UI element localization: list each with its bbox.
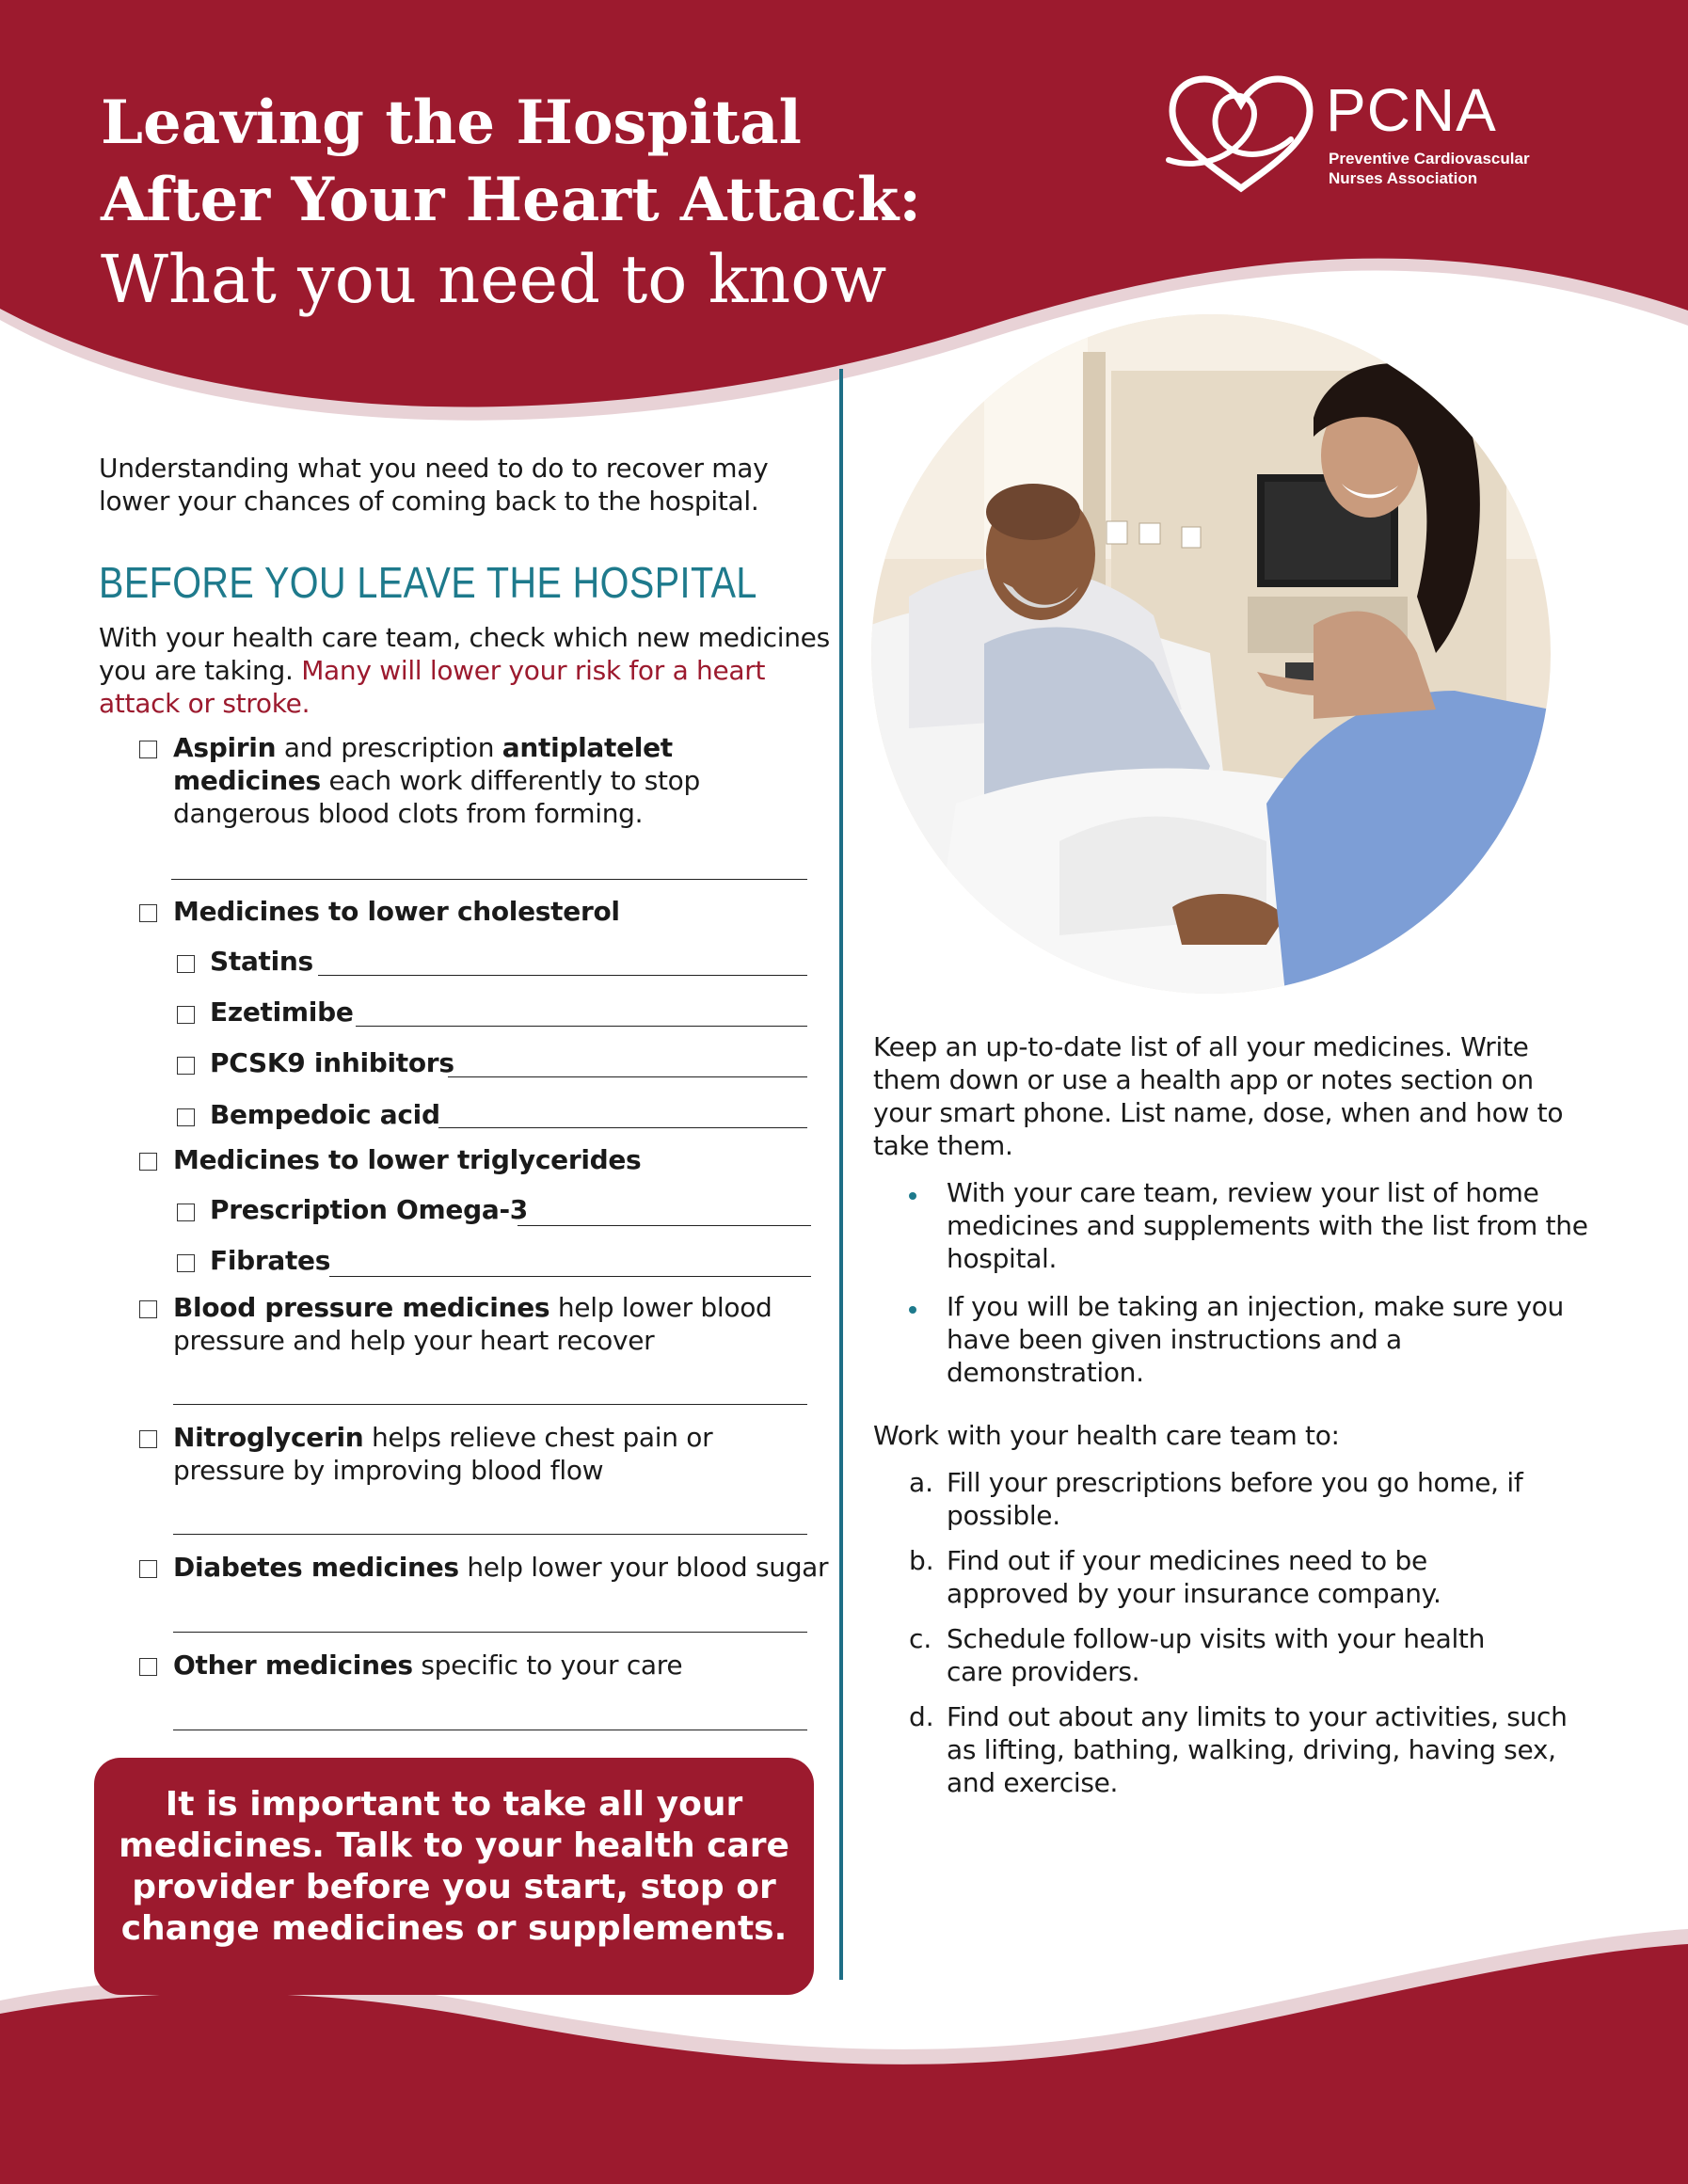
before-text-highlight: Many will lower your risk for a heart attack or stroke. (99, 655, 766, 719)
cholesterol-item (173, 895, 620, 928)
pcsk9-item (210, 1046, 454, 1079)
statins-fill-line[interactable] (318, 975, 807, 976)
nitro-checkbox[interactable] (139, 1430, 157, 1448)
cholesterol-label: Medicines to lower cholesterol (173, 896, 620, 927)
ezetimibe-label: Ezetimibe (210, 996, 354, 1028)
bp-item (173, 1291, 822, 1357)
diabetes-fill-line[interactable] (173, 1632, 807, 1633)
step-letter-d: d. (909, 1701, 934, 1732)
section-heading: BEFORE YOU LEAVE THE HOSPITAL (99, 558, 757, 607)
pcna-logo (1161, 73, 1556, 196)
bempedoic-fill-line[interactable] (438, 1127, 807, 1128)
title-line-1: Leaving the Hospital (101, 88, 802, 158)
statins-checkbox[interactable] (177, 955, 195, 973)
aspirin-text-1: and prescription (276, 732, 502, 763)
step-text-d: Find out about any limits to your activities, such as lifting, bathing, walking, driving, having sex, and exercise. (947, 1701, 1568, 1798)
logo-subtitle (1329, 149, 1564, 188)
fibrates-fill-line[interactable] (329, 1276, 811, 1277)
aspirin-text-2: each work differently to stop dangerous blood clots from forming. (173, 765, 700, 829)
ezetimibe-checkbox[interactable] (177, 1006, 195, 1024)
diabetes-checkbox[interactable] (139, 1560, 157, 1578)
important-text: It is important to take all your medicines. Talk to your health care provider before you start, stop or change medicines or supplements. (119, 1785, 789, 1948)
other-item (173, 1649, 682, 1682)
column-divider (839, 369, 843, 1980)
step-text-c: Schedule follow-up visits with your health care providers. (947, 1623, 1486, 1687)
title-line-3: What you need to know (101, 241, 887, 318)
aspirin-fill-line[interactable] (171, 879, 807, 880)
heart-logo-icon (1161, 73, 1321, 196)
fibrates-label: Fibrates (210, 1245, 331, 1276)
fibrates-item (210, 1244, 330, 1277)
diabetes-label: Diabetes medicines (173, 1552, 459, 1583)
omega3-fill-line[interactable] (518, 1225, 811, 1226)
pcsk9-fill-line[interactable] (448, 1076, 807, 1077)
logo-subtitle-line-2: Nurses Association (1329, 169, 1478, 187)
bempedoic-label: Bempedoic acid (210, 1099, 440, 1130)
patient-nurse-photo (871, 314, 1551, 994)
bp-checkbox[interactable] (139, 1300, 157, 1318)
intro-block (99, 452, 823, 518)
triglycerides-checkbox[interactable] (139, 1153, 157, 1171)
diabetes-text: help lower your blood sugar (458, 1552, 829, 1583)
step-letter-b: b. (909, 1545, 934, 1576)
omega3-label: Prescription Omega-3 (210, 1194, 528, 1225)
step-text-b: Find out if your medicines need to be approved by your insurance company. (947, 1545, 1441, 1609)
before-text (99, 621, 833, 720)
work-with-text: Work with your health care team to: (873, 1420, 1340, 1451)
pcsk9-label: PCSK9 inhibitors (210, 1047, 454, 1078)
aspirin-checkbox[interactable] (139, 741, 157, 758)
logo-name: PCNA (1326, 76, 1497, 144)
triglycerides-item (173, 1143, 641, 1176)
step-text-a: Fill your prescriptions before you go home, if possible. (947, 1467, 1523, 1531)
bempedoic-item (210, 1098, 440, 1131)
nitro-text: helps relieve chest pain or pressure by improving blood flow (173, 1422, 713, 1486)
nitro-item (173, 1421, 775, 1487)
omega3-checkbox[interactable] (177, 1204, 195, 1221)
step-letter-c: c. (909, 1623, 932, 1654)
statins-item (210, 945, 313, 978)
antiplatelet-label: antiplatelet medicines (173, 732, 673, 796)
diabetes-item (173, 1551, 828, 1584)
step-letter-a: a. (909, 1467, 934, 1498)
nitro-label: Nitroglycerin (173, 1422, 364, 1453)
medicine-list-text: Keep an up-to-date list of all your medicines. Write them down or use a health app or notes section on your smart phone. List name, dose, when and how to take them. (873, 1031, 1564, 1161)
other-label: Other medicines (173, 1650, 413, 1681)
title-line-2: After Your Heart Attack: (101, 165, 921, 235)
ezetimibe-item (210, 996, 354, 1028)
bullet-dot-2 (909, 1306, 916, 1314)
triglycerides-label: Medicines to lower triglycerides (173, 1144, 642, 1175)
pcsk9-checkbox[interactable] (177, 1057, 195, 1075)
bullet-text-1: With your care team, review your list of home medicines and supplements with the list from the hospital. (947, 1177, 1588, 1274)
page-title (101, 85, 921, 320)
logo-subtitle-line-1: Preventive Cardiovascular (1329, 150, 1530, 167)
important-callout (94, 1758, 814, 1995)
aspirin-item (173, 731, 813, 830)
omega3-item (210, 1193, 528, 1226)
aspirin-label: Aspirin (173, 732, 277, 763)
other-checkbox[interactable] (139, 1658, 157, 1676)
bullet-text-2: If you will be taking an injection, make sure you have been given instructions and a demonstration. (947, 1291, 1565, 1388)
bullet-dot-1 (909, 1192, 916, 1200)
before-text-main: With your health care team, check which new medicines you are taking. (99, 622, 830, 686)
bp-label: Blood pressure medicines (173, 1292, 550, 1323)
other-text: specific to your care (412, 1650, 683, 1681)
nitro-fill-line[interactable] (173, 1534, 807, 1535)
ezetimibe-fill-line[interactable] (356, 1026, 807, 1027)
intro-text: Understanding what you need to do to recover may lower your chances of coming back to the hospital. (99, 453, 769, 517)
bp-text: help lower blood pressure and help your heart recover (173, 1292, 772, 1356)
cholesterol-checkbox[interactable] (139, 904, 157, 922)
statins-label: Statins (210, 946, 313, 977)
fibrates-checkbox[interactable] (177, 1254, 195, 1272)
hospital-scene-image (871, 314, 1551, 994)
bp-fill-line[interactable] (173, 1404, 807, 1405)
bempedoic-checkbox[interactable] (177, 1108, 195, 1126)
